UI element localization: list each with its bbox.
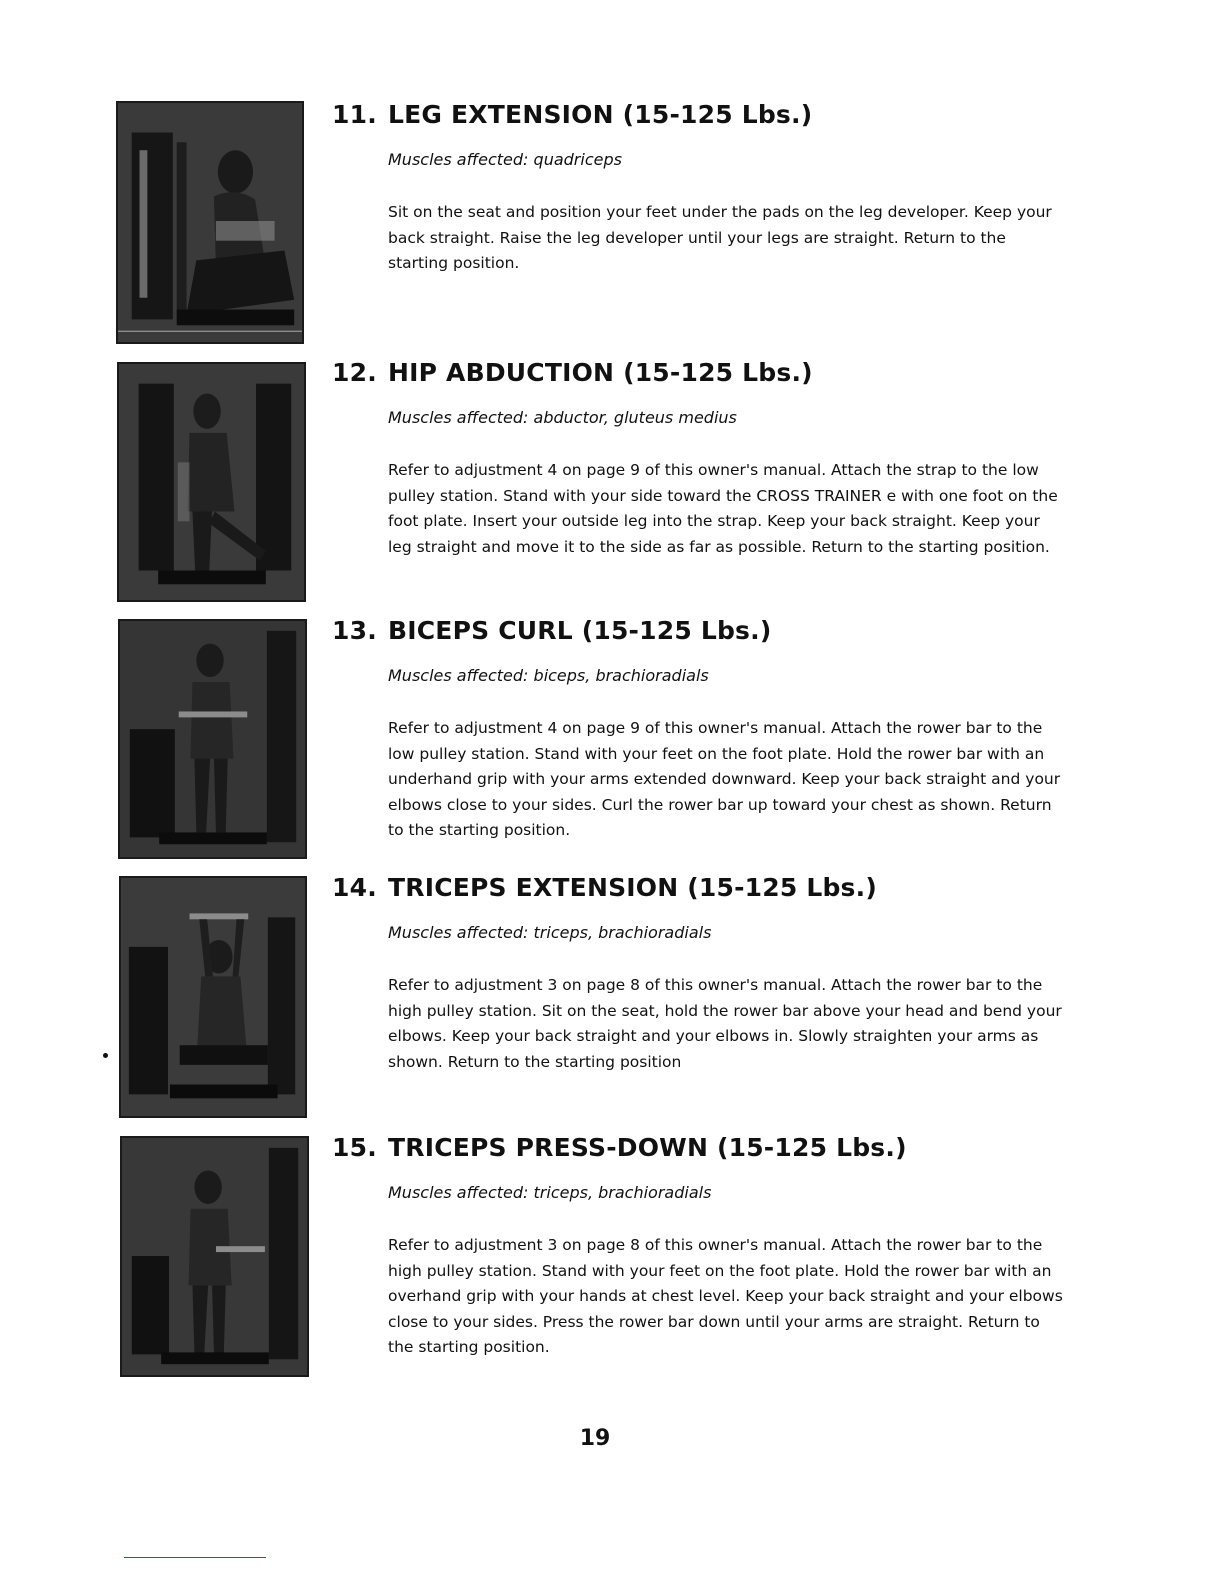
muscles-affected: Muscles affected: biceps, brachioradials — [388, 666, 709, 685]
exercise-title: TRICEPS PRESS-DOWN (15-125 Lbs.) — [388, 1133, 907, 1162]
exercise-heading — [332, 1133, 907, 1162]
exercise-photo-leg-extension — [116, 101, 304, 344]
exercise-number: 15. — [332, 1133, 377, 1162]
exercise-description: Sit on the seat and position your feet under the pads on the leg developer. Keep your back straight. Raise the leg developer until your legs are straight. Return to the starting position. — [388, 203, 1052, 272]
exercise-description: Refer to adjustment 3 on page 8 of this owner's manual. Attach the rower bar to the high pulley station. Sit on the seat, hold the rower bar above your head and bend your elbows. Keep your back straight and your elbows in. Slowly straighten your arms as shown. Return to the starting position — [388, 976, 1062, 1071]
exercise-number: 13. — [332, 616, 377, 645]
exercise-photo-triceps-extension — [119, 876, 307, 1118]
exercise-description: Refer to adjustment 4 on page 9 of this owner's manual. Attach the rower bar to the low pulley station. Stand with your feet on the foot plate. Hold the rower bar with an underhand grip with your arms extended downward. Keep your back straight and your elbows close to your sides. Curl the rower bar up toward your chest as shown. Return to the starting position. — [388, 719, 1061, 839]
muscles-affected: Muscles affected: quadriceps — [388, 150, 622, 169]
exercise-description: Refer to adjustment 3 on page 8 of this owner's manual. Attach the rower bar to the high pulley station. Stand with your feet on the foot plate. Hold the rower bar with an overhand grip with your hands at chest level. Keep your back straight and your elbows close to your sides. Press the rower bar down until your arms are straight. Return to the starting position. — [388, 1236, 1063, 1356]
exercise-title: BICEPS CURL (15-125 Lbs.) — [388, 616, 772, 645]
page-number: 19 — [579, 1426, 611, 1451]
muscles-affected: Muscles affected: triceps, brachioradials — [388, 1183, 712, 1202]
margin-dot — [103, 1053, 108, 1058]
muscles-affected: Muscles affected: abductor, gluteus medius — [388, 408, 737, 427]
muscles-affected: Muscles affected: triceps, brachioradials — [388, 923, 712, 942]
exercise-title: LEG EXTENSION (15-125 Lbs.) — [388, 100, 813, 129]
exercise-number: 14. — [332, 873, 377, 902]
exercise-number: 12. — [332, 358, 377, 387]
exercise-heading — [332, 358, 813, 387]
exercise-number: 11. — [332, 100, 377, 129]
exercise-title: HIP ABDUCTION (15-125 Lbs.) — [388, 358, 813, 387]
exercise-heading — [332, 616, 771, 645]
exercise-description: Refer to adjustment 4 on page 9 of this owner's manual. Attach the strap to the low pulley station. Stand with your side toward the CROSS TRAINER e with one foot on the foot plate. Insert your outside leg into the strap. Keep your back straight. Keep your leg straight and move it to the side as far as possible. Return to the starting position. — [388, 461, 1058, 556]
exercise-heading — [332, 873, 877, 902]
footer-rule — [124, 1557, 266, 1558]
exercise-photo-hip-abduction — [117, 362, 306, 602]
exercise-heading — [332, 100, 812, 129]
exercise-title: TRICEPS EXTENSION (15-125 Lbs.) — [388, 873, 877, 902]
exercise-photo-biceps-curl — [118, 619, 307, 859]
exercise-photo-triceps-press-down — [120, 1136, 309, 1377]
